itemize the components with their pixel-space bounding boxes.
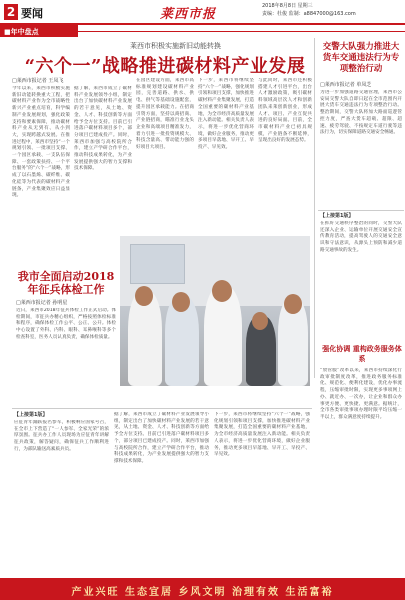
editor-info: 责编：杜俊 监制：a8847000@163.com <box>262 11 356 17</box>
column-divider <box>314 38 315 378</box>
main-column-2: 据了解，莱西市成立了碳材料产业发展领导小组，制定出台了加快碳材料产业发展的若干意见，从土地、资金、人才、科技创新等方面给予全方位支持。目前已引进落户碳材料项目多个，部分项目已建成投产。同时，莱西市加强与高校院所合作，建立产学研合作平台，推动科技成果转化，为产业发展提供强大的智力支撑和技术保障。 <box>74 86 132 172</box>
side-continued-label: 【上接第1版】 <box>320 213 354 219</box>
main-column-1: 今年以来，莱西市积极实施新旧动能转换重大工程，把碳材料产业作为全市战略性新兴产业重点培育，科学编制产业发展规划，强化政策支持和要素保障，推动碳材料产业从无到有、从小到大，实现跨越式发展。在推进过程中，莱西市坚持“一个规划引领、一批项目支撑、一个园区承载、一支队伍保障、一套政策扶持、一个平台服务”的“六个一”战略，形成了以石墨烯、碳纤维、碳化硅等为代表的碳材料产业链条，产业集聚效应日益显现。 <box>12 86 70 199</box>
side-divider <box>318 210 404 211</box>
main-byline: □莱西市报记者 王凤飞 <box>12 78 64 84</box>
side-continued-body: 在抓好交通秩序整治的同时，交警大队还深入企业、运输单位开展交通安全宣传教育活动，提高驾驶人的交通安全意识和守法意识，从源头上预防和减少道路交通事故的发生。 <box>320 221 402 253</box>
page-number-badge: 2 <box>4 4 18 20</box>
main-headline: “六个一”战略推进碳材料产业发展 <box>24 56 306 77</box>
second-continued-col-1: 应征青年踊跃报名参军，积极响应国家号召，在全市上下营造了“一人参军、全家光荣”的浓厚氛围。征兵办工作人员现场为应征青年讲解征兵政策，解答疑问，确保征兵工作顺利进行，为部队输送高素质兵员。 <box>14 420 109 452</box>
recruits-photo <box>120 236 310 386</box>
category-rule <box>78 31 405 32</box>
category-label: ■年中盘点 <box>4 28 39 36</box>
side-box-body: “放管服”改革以来，莱西市持续深化行政审批制度改革，推进政务服务标准化、规范化、便利化建设，优化办事流程，压缩审批时限，实现更多事项网上办、就近办、一次办，让企业和群众办事更方便、更快捷、更满意。据统计，全市各类审批事项办理时限平均压缩一半以上，群众满意度持续提升。 <box>320 368 402 420</box>
main-column-5: 与此同时，莱西市还积极搭建人才引进平台，出台人才激励政策，吸引碳材料领域高层次人才和创新团队来莱创新创业，形成人才、项目、产业互促共进的良好局面。目前，全市碳材料产业已初具规模，产业链条不断延伸，呈现出良好的发展态势。 <box>258 78 312 144</box>
second-byline: □莱西市报记者 孙明星 <box>16 300 68 306</box>
footer-slogan: 产业兴旺 生态宜居 乡风文明 治理有效 生活富裕 <box>71 587 334 598</box>
second-divider <box>12 408 312 409</box>
side-box-headline: 强化协调 重构政务服务体系 <box>322 344 402 363</box>
main-column-3: 在园区建设方面，莱西市高标准规划建设碳材料产业园，完善道路、供水、供电、供气等基础设施配套，提升园区承载能力。在招商引资方面，坚持以商招商、产业链招商，瞄准行业龙头企业和高端项目精准发力，着力引进一批投资规模大、科技含量高、带动能力强的好项目大项目。 <box>136 78 194 151</box>
second-headline: 我市全面启动2018年征兵体检工作 <box>17 270 115 296</box>
second-continued-col-3: 下一步，莱西市将继续坚持“六个一”战略，强化规划引领和项目支撑，加快推进碳材料产业集聚发展，打造全国重要的碳材料产业基地，为全市经济高质量发展注入新动能。相关负责人表示，将进一步优化营商环境，做好企业服务，推动更多项目早落地、早开工、早投产、早见效。 <box>214 412 310 458</box>
second-continued-col-2: 据了解，莱西市成立了碳材料产业发展领导小组，制定出台了加快碳材料产业发展的若干意见，从土地、资金、人才、科技创新等方面给予全方位支持。目前已引进落户碳材料项目多个，部分项目已建成投产。同时，莱西市加强与高校院所合作，建立产学研合作平台，推动科技成果转化，为产业发展提供强大的智力支撑和技术保障。 <box>114 412 209 464</box>
side-body: 为进一步加强道路交通管理，莱西市公安局交警大队自即日起在全市范围内开展大货车交通违法行为专项整治行动。整治期间，交警大队将加大路面巡逻管控力度，严查大货车超载、超限、超速、疲劳驾驶、不按规定车道行驶等违法行为，切实保障道路交通安全畅通。 <box>320 90 402 136</box>
side-byline: □莱西市报记者 单凤芝 <box>320 82 372 88</box>
side-headline: 交警大队强力推进大货车交通违法行为专项整治行动 <box>322 42 400 74</box>
newspaper-brand-logo: 莱西市报 <box>160 7 217 22</box>
main-column-4: 下一步，莱西市将继续坚持“六个一”战略，强化规划引领和项目支撑，加快推进碳材料产业集聚发展，打造全国重要的碳材料产业基地，为全市经济高质量发展注入新动能。相关负责人表示，将进一步优化营商环境，做好企业服务，推动更多项目早落地、早开工、早投产、早见效。 <box>198 78 254 151</box>
section-title: 要闻 <box>21 7 43 20</box>
issue-date: 2018年8月8日 星期三 <box>262 3 313 9</box>
second-continued-label: 【上接第1版】 <box>14 412 48 418</box>
main-kicker: 莱西市积极实施新旧动能转换 <box>130 42 221 50</box>
masthead <box>0 0 405 24</box>
second-body: 近日，莱西市2018年征兵体检工作正式启动。体检期间，市征兵办精心组织，严格按照体检标准和程序，确保体检工作公平、公正、公开。体检中心设置了外科、内科、眼科、耳鼻喉科等多个检查科室，医务人员认真负责，确保体检质量。 <box>16 308 116 340</box>
